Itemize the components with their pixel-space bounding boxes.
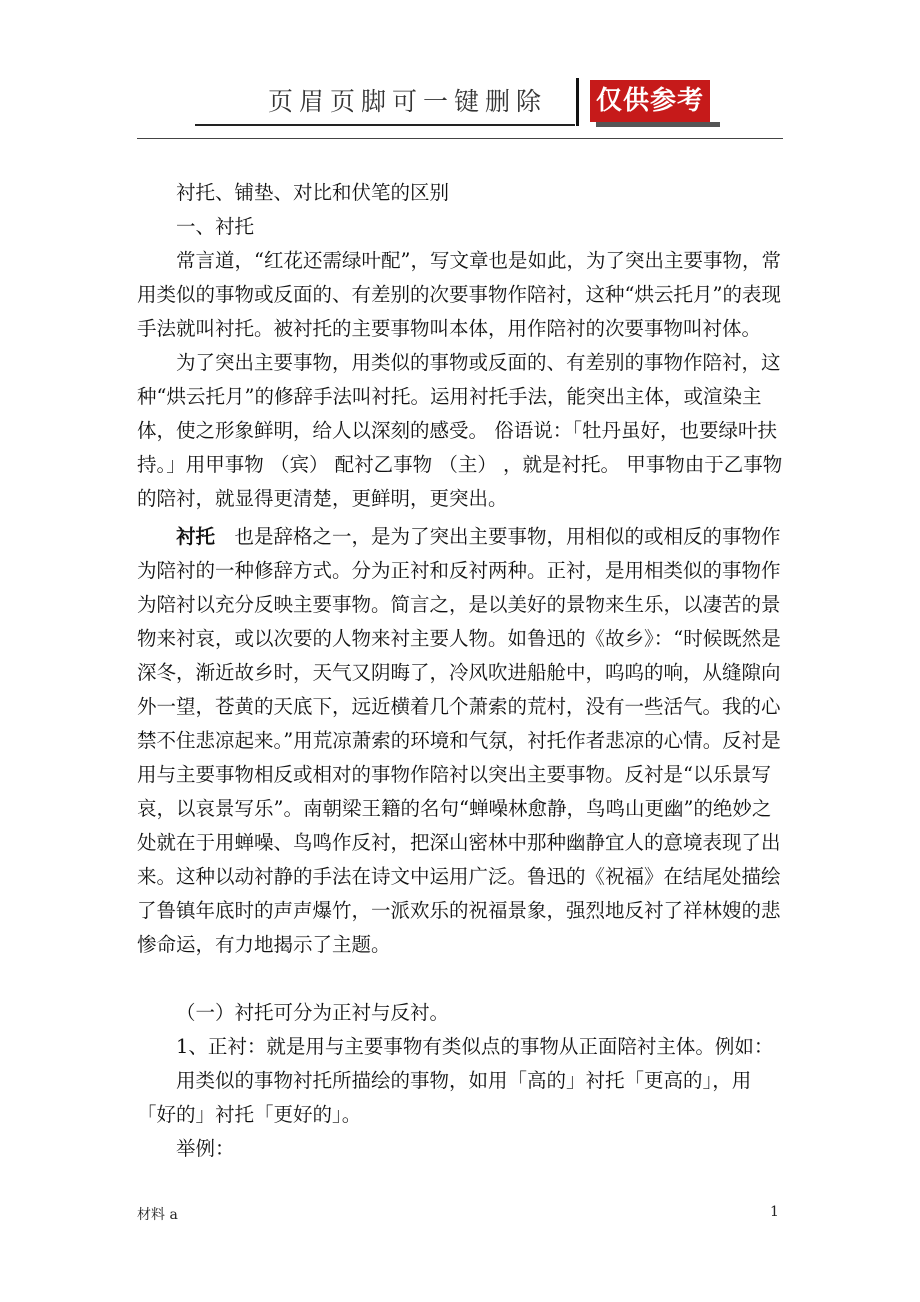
paragraph-4: 用类似的事物衬托所描绘的事物，如用「高的」衬托「更高的」，用「好的」衬托「更好的」。: [137, 1069, 752, 1126]
term-bold: 衬托: [176, 525, 216, 548]
paragraph-1: 常言道，“红花还需绿叶配”，写文章也是如此，为了突出主要事物，常用类似的事物或反面的、有差别的次要事物作陪衬，这种“烘云托月”的表现手法就叫衬托。被衬托的主要事物叫本体，用作陪衬的次要事物叫衬体。: [137, 249, 781, 340]
subheading-1: （一）衬托可分为正衬与反衬。: [176, 1001, 450, 1024]
list-item-1: 1、正衬：就是用与主要事物有类似点的事物从正面陪衬主体。例如：: [176, 1035, 774, 1058]
reference-only-badge: 仅供参考: [590, 80, 710, 122]
header-underline: [195, 124, 575, 126]
footer-label: 材料 a: [137, 1207, 178, 1223]
header-divider: [576, 78, 579, 126]
paragraph-2: 为了突出主要事物，用类似的事物或反面的、有差别的事物作陪衬，这种“烘云托月”的修辞手法叫衬托。运用衬托手法，能突出主体，或渲染主体，使之形象鲜明，给人以深刻的感受。 俗语说：「牡丹虽好，也要绿叶扶持。」用甲事物 （宾） 配衬乙事物 （主） ，就是衬托。 甲事物由于乙事物的陪衬，就显得更清楚，更鲜明，更突出。: [137, 351, 783, 510]
document-heading: 衬托、铺垫、对比和伏笔的区别: [176, 181, 450, 204]
page-number: 1: [770, 1204, 779, 1220]
section-heading-1: 一、衬托: [176, 215, 255, 238]
example-label: 举例：: [176, 1137, 235, 1160]
paragraph-3: [137, 520, 787, 962]
badge-shadow: [596, 122, 720, 127]
paragraph-3-text: 也是辞格之一，是为了突出主要事物，用相似的或相反的事物作为陪衬的一种修辞方式。分为正衬和反衬两种。正衬，是用相类似的事物作为陪衬以充分反映主要事物。简言之，是以美好的景物来生乐，以凄苦的景物来衬哀，或以次要的人物来衬主要人物。如鲁迅的《故乡》：“时候既然是深冬，渐近故乡时，天气又阴晦了，冷风吹进船舱中，呜呜的响，从缝隙向外一望，苍黄的天底下，远近横着几个萧索的荒村，没有一些活气。我的心禁不住悲凉起来。”用荒凉萧索的环境和气氛，衬托作者悲凉的心情。反衬是用与主要事物相反或相对的事物作陪衬以突出主要事物。反衬是“以乐景写哀，以哀景写乐”。南朝梁王籍的名句“蝉噪林愈静，鸟鸣山更幽”的绝妙之处就在于用蝉噪、鸟鸣作反衬，把深山密林中那种幽静宜人的意境表现了出来。这种以动衬静的手法在诗文中运用广泛。鲁迅的《祝福》在结尾处描绘了鲁镇年底时的声声爆竹，一派欢乐的祝福景象，强烈地反衬了祥林嫂的悲惨命运，有力地揭示了主题。: [137, 525, 781, 956]
header-title: 页眉页脚可一键删除: [268, 87, 548, 116]
document-body: [137, 176, 787, 1166]
header-rule: [137, 138, 783, 139]
